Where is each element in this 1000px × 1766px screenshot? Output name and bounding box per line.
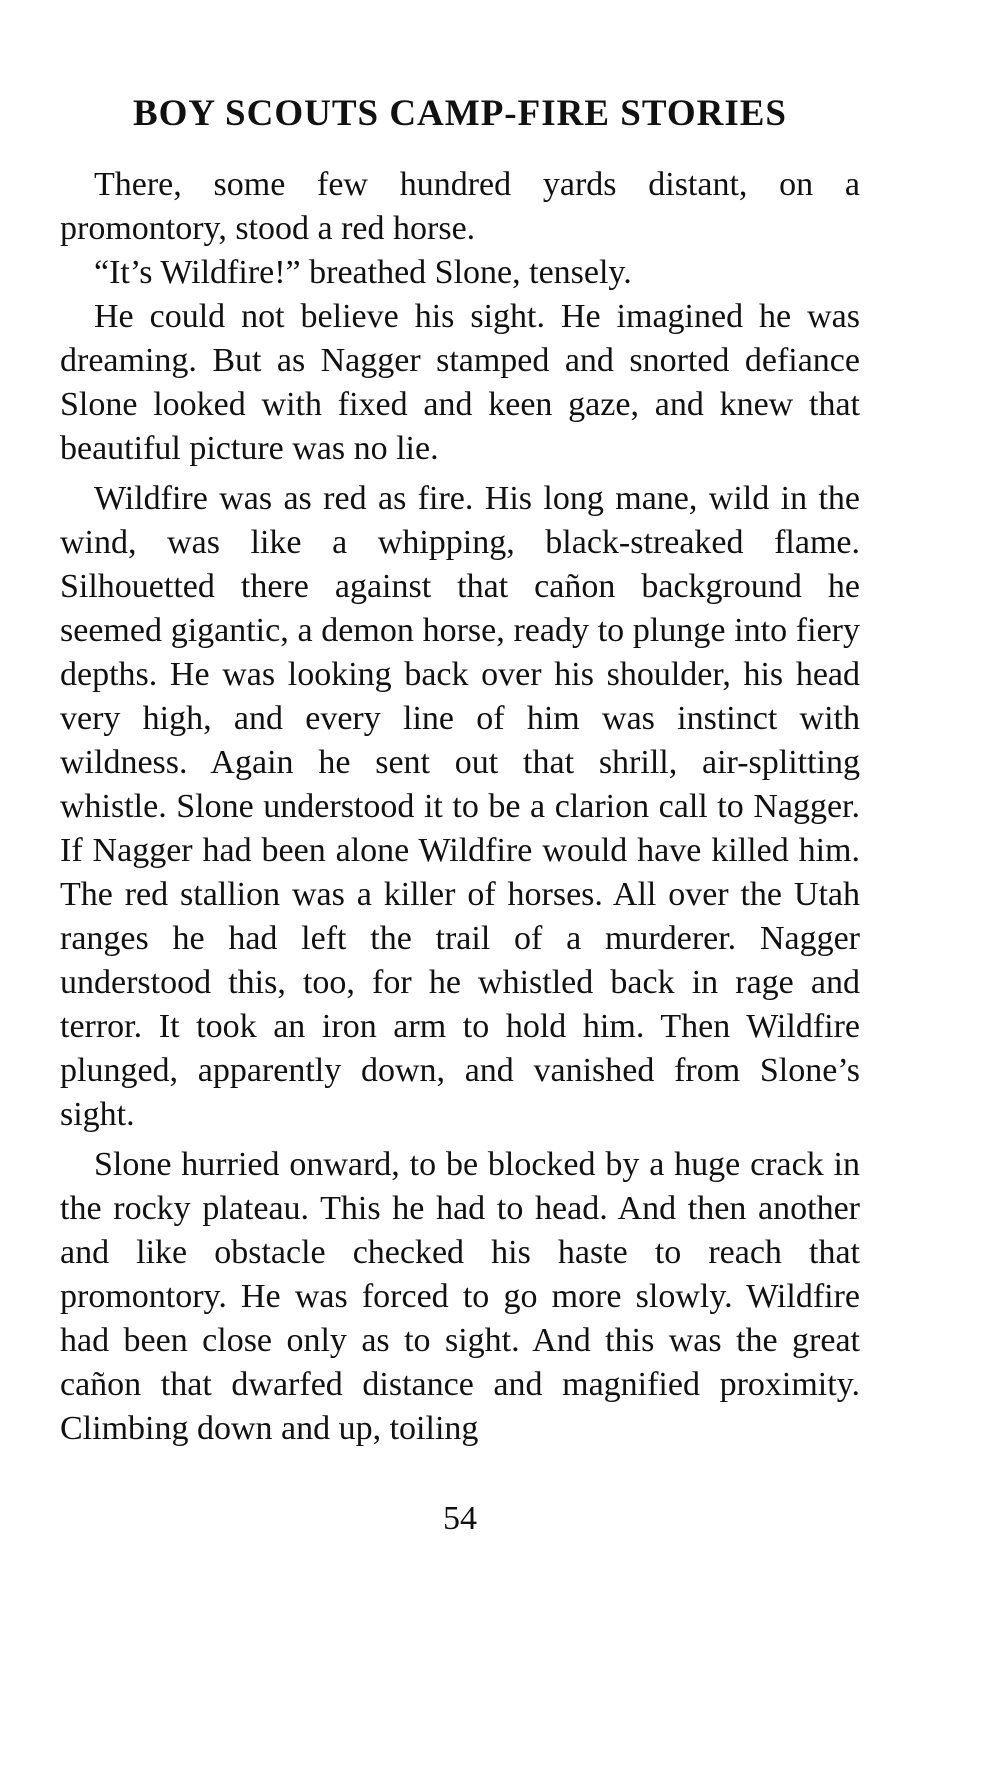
book-page [60,0,860,1766]
paragraph-1: There, some few hundred yards distant, on a promontory, stood a red horse. [60,166,860,247]
body-text [60,163,860,1451]
paragraph-3: He could not believe his sight. He imagined he was dreaming. But as Nagger stamped and snorted defiance Slone looked with fixed and keen gaze, and knew that beautiful picture was no lie. [60,298,860,467]
page-number: 54 [443,1500,477,1537]
paragraph-2: “It’s Wildfire!” breathed Slone, tensely. [94,254,632,291]
running-header: BOY SCOUTS CAMP-FIRE STORIES [132,93,788,134]
paragraph-5: Slone hurried onward, to be blocked by a huge crack in the rocky plateau. This he had to head. And then another and like obstacle checked his haste to reach that promontory. He was forced to go more slowly. Wildfire had been close only as to sight. And this was the great cañon that dwarfed distance and magnified proximity. Climbing down and up, toiling [60,1146,860,1447]
paragraph-4: Wildfire was as red as fire. His long mane, wild in the wind, was like a whipping, black-streaked flame. Silhouetted there against that cañon background he seemed gigantic, a demon horse, ready to plunge into fiery depths. He was looking back over his shoulder, his head very high, and every line of him was instinct with wildness. Again he sent out that shrill, air-splitting whistle. Slone understood it to be a clarion call to Nagger. If Nagger had been alone Wildfire would have killed him. The red stallion was a killer of horses. All over the Utah ranges he had left the trail of a murderer. Nagger understood this, too, for he whistled back in rage and terror. It took an iron arm to hold him. Then Wildfire plunged, apparently down, and vanished from Slone’s sight. [60,480,860,1133]
